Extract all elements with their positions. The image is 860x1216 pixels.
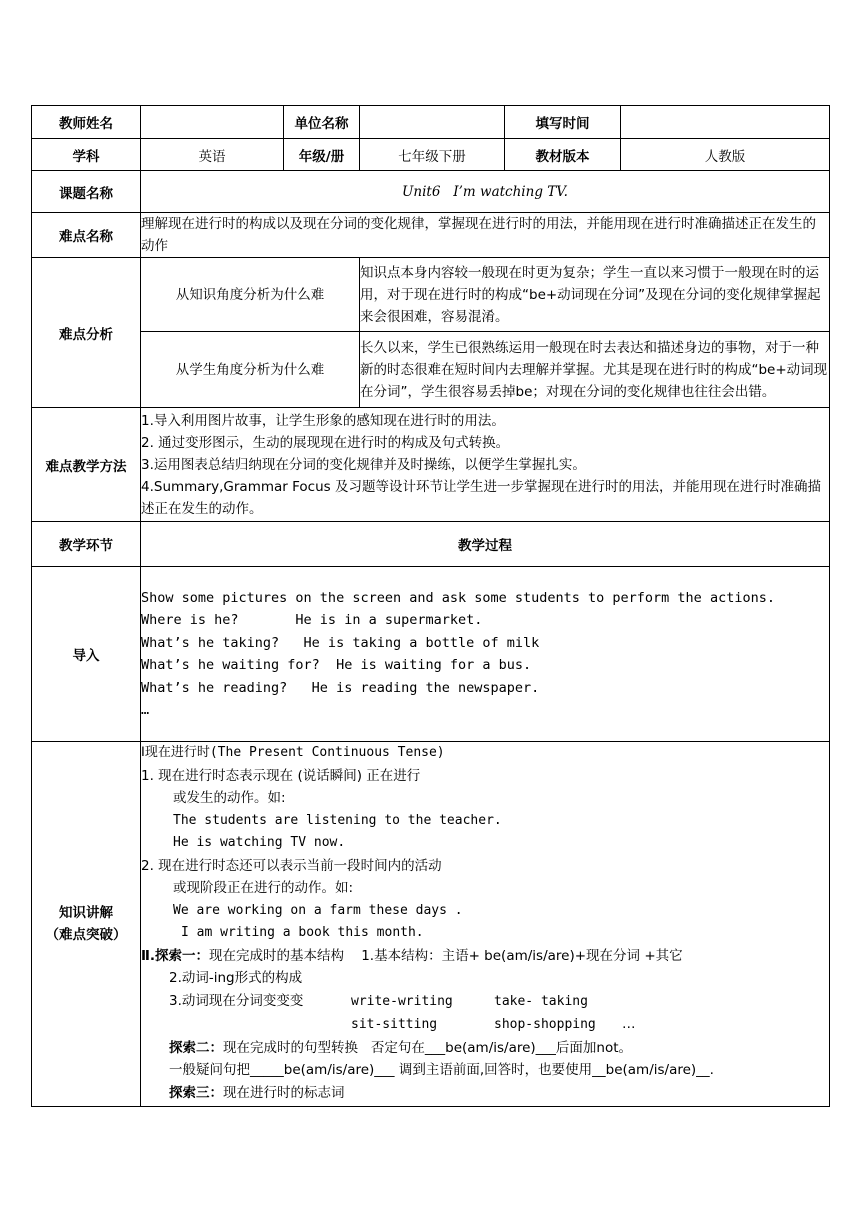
fill-date-label: 填写时间 (505, 106, 621, 139)
knowledge-label-line2: （难点突破） (45, 927, 127, 943)
topic-value: Unit6 I’m watching TV. (141, 171, 830, 213)
row-analysis-student (32, 332, 830, 408)
knowledge-p2-line2: 或现阶段正在进行的动作。如: (173, 880, 354, 896)
intro-content (141, 567, 830, 742)
row-analysis-knowledge (32, 258, 830, 332)
topic-label: 课题名称 (32, 171, 141, 213)
intro-line-2: Where is he? He is in a supermarket. (141, 612, 483, 628)
intro-line-5: What’s he reading? He is reading the newspaper. (141, 679, 540, 696)
method-item-3: 3.运用图表总结归纳现在分词的变化规律并及时操练，以便学生掌握扎实。 (141, 456, 586, 473)
knowledge-label-line1: 知识讲解 (59, 905, 113, 921)
unit-name-value (360, 106, 505, 139)
method-list (141, 408, 830, 522)
row-intro (32, 567, 830, 742)
explore3-text: 现在进行时的标志词 (223, 1084, 345, 1101)
row-difficulty (32, 213, 830, 258)
verb-pair-2a: sit-sitting (351, 1017, 438, 1032)
explore2-line2: 一般疑问句把_____be(am/is/are)___ 调到主语前面,回答时，也要使用__be(am/is/are)__. (169, 1062, 714, 1078)
explore1-line (141, 945, 829, 968)
unit-name-label: 单位名称 (284, 106, 360, 139)
verb-pair-1a: write-writing (351, 993, 453, 1009)
verb-pair-1b: take- taking (494, 993, 588, 1009)
analysis-label: 难点分析 (32, 258, 141, 408)
row-knowledge (32, 742, 830, 1107)
difficulty-value: 理解现在进行时的构成以及现在分词的变化规律，掌握现在进行时的用法，并能用现在进行时准确描述正在发生的动作 (141, 213, 830, 258)
explore2-label: 探索二： (169, 1039, 223, 1056)
explore1-line2: 2.动词-ing形式的构成 (169, 970, 303, 986)
fill-date-value (621, 106, 830, 139)
row-teacher-info (32, 106, 830, 139)
row-process-header (32, 522, 830, 567)
difficulty-label: 难点名称 (32, 213, 141, 258)
knowledge-example-3: We are working on a farm these days . (173, 902, 463, 918)
verb-pair-2c: … (622, 1016, 636, 1032)
intro-label: 导入 (32, 567, 141, 742)
knowledge-content (141, 742, 830, 1107)
knowledge-p2-line1: 2. 现在进行时态还可以表示当前一段时间内的活动 (141, 857, 442, 874)
intro-line-3: What’s he taking? He is taking a bottle of milk (141, 634, 540, 651)
method-item-1: 1.导入利用图片故事，让学生形象的感知现在进行时的用法。 (141, 412, 505, 429)
subject-value: 英语 (141, 139, 284, 171)
verb-pair-2b: shop-shopping (494, 1017, 596, 1032)
row-method (32, 408, 830, 522)
explore1-line3 (141, 990, 829, 1014)
knowledge-p1-line1: 1. 现在进行时态表示现在 (说话瞬间) 正在进行 (141, 767, 421, 784)
edition-label: 教材版本 (505, 139, 621, 171)
student-angle-label: 从学生角度分析为什么难 (141, 332, 360, 408)
explore2-text: 现在完成时的句型转换 否定句在___be(am/is/are)___后面加not。 (223, 1039, 633, 1056)
knowledge-example-1: The students are listening to the teacher. (173, 812, 502, 828)
explore1-line4 (141, 1013, 829, 1037)
explore3-line (141, 1082, 829, 1105)
explore2-line (141, 1037, 829, 1060)
teacher-name-value (141, 106, 284, 139)
intro-line-6: … (141, 702, 150, 718)
knowledge-p1-line2: 或发生的动作。如: (173, 790, 286, 806)
lesson-plan-table (31, 105, 830, 1107)
row-topic (32, 171, 830, 213)
grade-label: 年级/册 (284, 139, 360, 171)
knowledge-title: Ⅰ现在进行时(The Present Continuous Tense) (141, 745, 445, 760)
knowledge-example-4: I am writing a book this month. (181, 925, 424, 940)
method-label: 难点教学方法 (32, 408, 141, 522)
edition-value: 人教版 (621, 139, 830, 171)
explore1-label: Ⅱ.探索一： (141, 947, 210, 964)
explore1-line3-label: 3.动词现在分词变变变 (169, 992, 304, 1009)
knowledge-angle-label: 从知识角度分析为什么难 (141, 258, 360, 332)
explore3-label: 探索三： (169, 1084, 223, 1101)
stage-header: 教学环节 (32, 522, 141, 567)
student-angle-text: 长久以来，学生已很熟练运用一般现在时去表达和描述身边的事物，对于一种新的时态很难在短时间内去理解并掌握。尤其是现在进行时的构成“be+动词现在分词”，学生很容易丢掉be；对现在分词的变化规律也往往会出错。 (360, 332, 830, 408)
intro-line-4: What’s he waiting for? He is waiting for a bus. (141, 657, 532, 673)
row-subject-info (32, 139, 830, 171)
knowledge-angle-text: 知识点本身内容较一般现在时更为复杂；学生一直以来习惯于一般现在时的运用，对于现在进行时的构成“be+动词现在分词”及现在分词的变化规律掌握起来会很困难，容易混淆。 (360, 258, 830, 332)
subject-label: 学科 (32, 139, 141, 171)
knowledge-example-2: He is watching TV now. (173, 835, 346, 850)
process-header: 教学过程 (141, 522, 830, 567)
method-item-4: 4.Summary,Grammar Focus 及习题等设计环节让学生进一步掌握现在进行时的用法，并能用现在进行时准确描述正在发生的动作。 (141, 478, 821, 517)
method-item-2: 2. 通过变形图示，生动的展现现在进行时的构成及句式转换。 (141, 434, 510, 451)
teacher-name-label: 教师姓名 (32, 106, 141, 139)
intro-line-1: Show some pictures on the screen and ask some students to perform the actions. (141, 589, 775, 606)
explore1-text: 现在完成时的基本结构 1.基本结构：主语+ be(am/is/are)+现在分词 +其它 (209, 947, 683, 964)
knowledge-label (32, 742, 141, 1107)
grade-value: 七年级下册 (360, 139, 505, 171)
